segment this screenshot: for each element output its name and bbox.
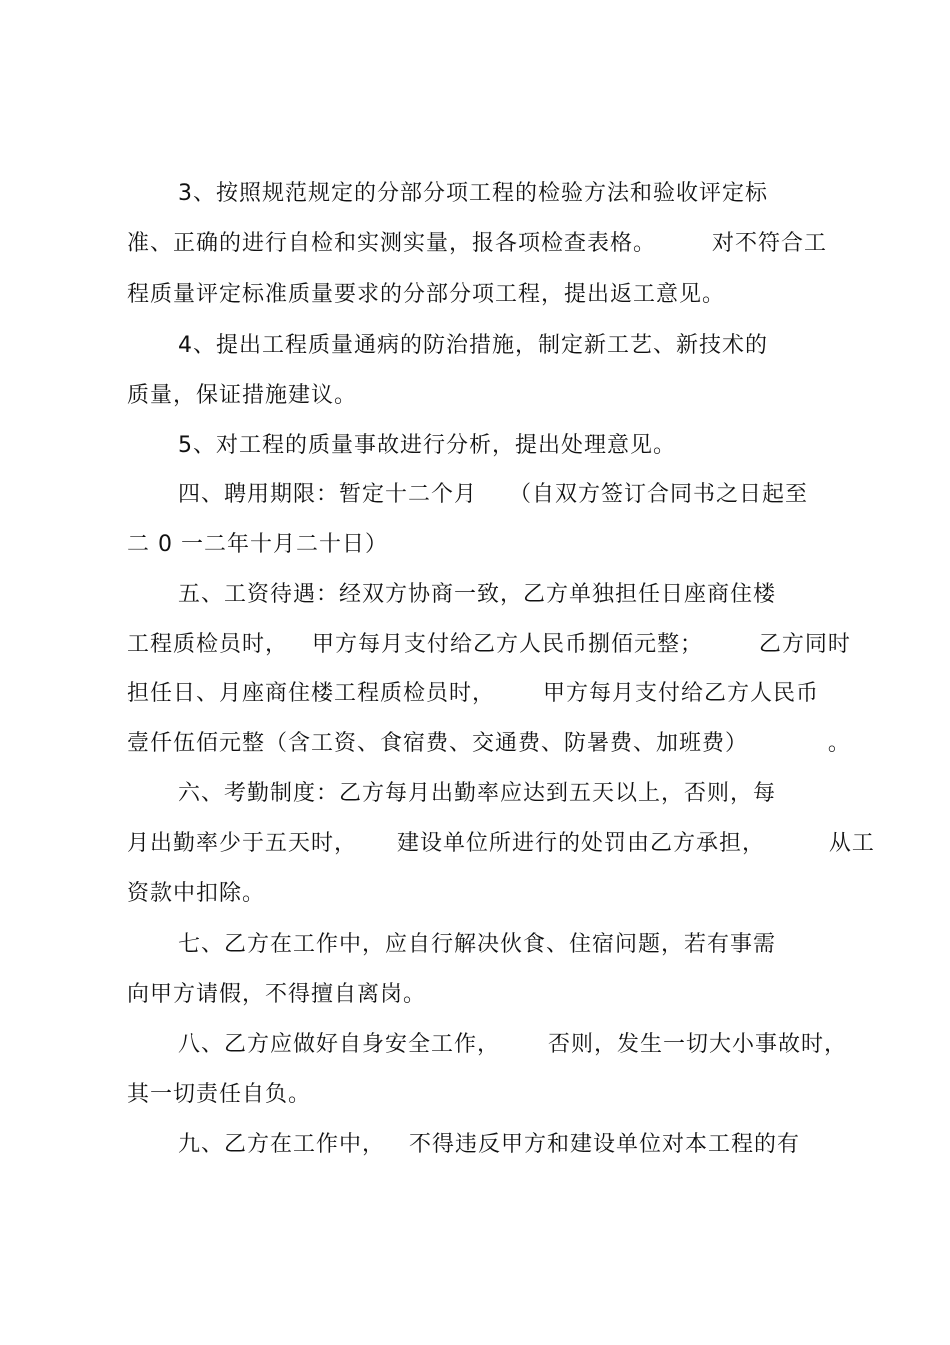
text-line: 五、工资待遇：经双方协商一致，乙方单独担任日座商住楼: [178, 582, 777, 607]
text-line: 向甲方请假，不得擅自离岗。: [127, 982, 427, 1007]
text-line: 工程质检员时， 甲方每月支付给乙方人民币捌佰元整； 乙方同时: [127, 632, 851, 657]
text-line: 六、考勤制度：乙方每月出勤率应达到五天以上，否则，每: [178, 781, 777, 806]
text-line: 其一切责任自负。: [127, 1082, 312, 1107]
text-line: 3、按照规范规定的分部分项工程的检验方法和验收评定标: [178, 181, 768, 206]
text-line: 月出勤率少于五天时， 建设单位所进行的处罚由乙方承担， 从工: [127, 831, 875, 856]
text-line: 二 0 一二年十月二十日）: [127, 532, 388, 557]
text-line: 四、聘用期限：暂定十二个月 （自双方签订合同书之日起至: [178, 482, 808, 507]
text-line: 准、正确的进行自检和实测实量，报各项检查表格。 对不符合工: [127, 231, 827, 256]
text-line: 质量，保证措施建议。: [127, 383, 358, 408]
text-line: 资款中扣除。: [127, 881, 266, 906]
text-line: 壹仟伍佰元整（含工资、食宿费、交通费、防暑费、加班费） 。: [127, 731, 851, 756]
text-line: 担任日、月座商住楼工程质检员时， 甲方每月支付给乙方人民币: [127, 681, 819, 706]
text-line: 七、乙方在工作中，应自行解决伙食、住宿问题，若有事需: [178, 932, 777, 957]
text-line: 九、乙方在工作中， 不得违反甲方和建设单位对本工程的有: [178, 1132, 800, 1157]
text-line: 八、乙方应做好自身安全工作， 否则，发生一切大小事故时，: [178, 1032, 847, 1057]
text-line: 程质量评定标准质量要求的分部分项工程，提出返工意见。: [127, 282, 726, 307]
text-line: 5、对工程的质量事故进行分析，提出处理意见。: [178, 433, 676, 458]
text-line: 4、提出工程质量通病的防治措施，制定新工艺、新技术的: [178, 333, 768, 358]
